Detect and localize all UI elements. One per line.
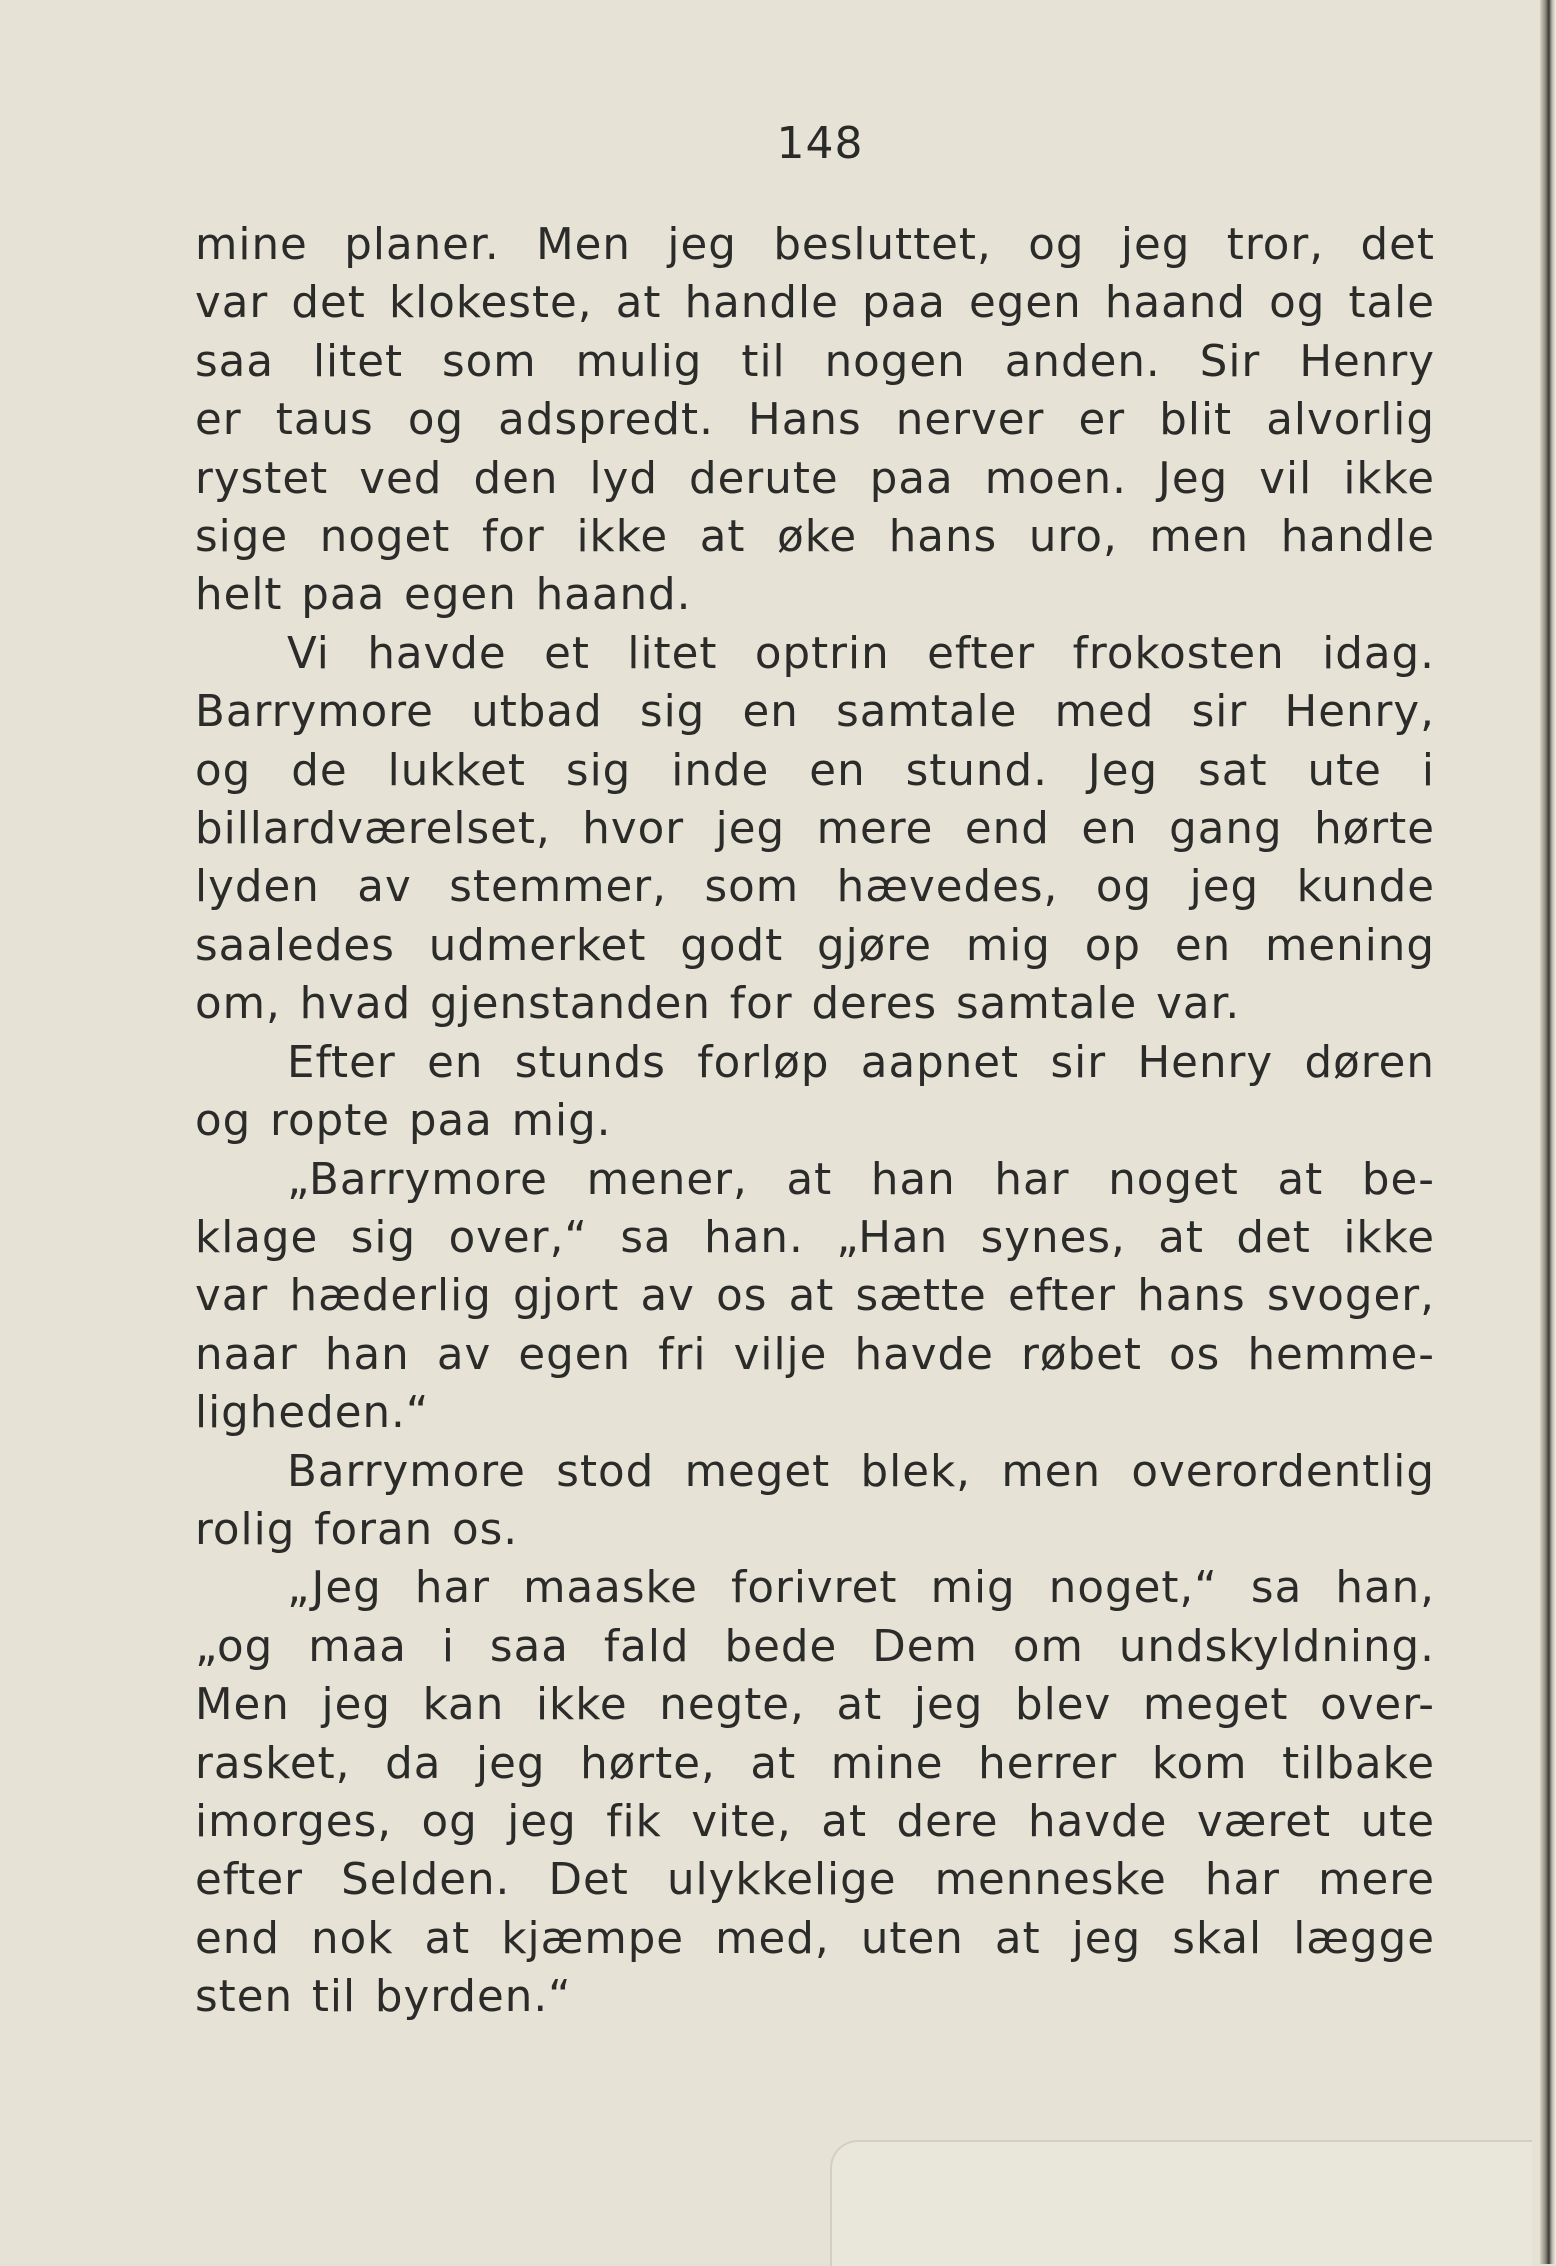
text-line: rystet ved den lyd derute paa moen. Jeg vil ikke: [195, 453, 1435, 504]
text-line: end nok at kjæmpe med, uten at jeg skal lægge: [195, 1913, 1435, 1964]
text-line: Barrymore stod meget blek, men overordentlig: [287, 1446, 1435, 1497]
text-line: saaledes udmerket godt gjøre mig op en mening: [195, 920, 1435, 971]
text-line: og de lukket sig inde en stund. Jeg sat ute i: [195, 745, 1435, 796]
text-line: mine planer. Men jeg besluttet, og jeg tror, det: [195, 220, 1435, 270]
text-line: er taus og adspredt. Hans nerver er blit alvorlig: [195, 395, 1435, 446]
text-line: lyden av stemmer, som hævedes, og jeg kunde: [195, 862, 1435, 913]
body-text: [195, 216, 1435, 2027]
text-line: var hæderlig gjort av os at sætte efter hans svoger,: [195, 1271, 1435, 1322]
text-line: Men jeg kan ikke negte, at jeg blev meget over-: [195, 1680, 1435, 1731]
page-fold-shadow: [830, 2140, 1532, 2266]
text-line: var det klokeste, at handle paa egen haand og tale: [195, 278, 1435, 329]
text-line: naar han av egen fri vilje havde røbet os hemme-: [195, 1329, 1435, 1380]
text-line: imorges, og jeg fik vite, at dere havde været ute: [195, 1796, 1435, 1847]
text-line: „Barrymore mener, at han har noget at be-: [287, 1154, 1435, 1205]
text-line: efter Selden. Det ulykkelige menneske har mere: [195, 1855, 1435, 1906]
book-edge: [1540, 0, 1556, 2264]
text-line: Efter en stunds forløp aapnet sir Henry døren: [287, 1037, 1435, 1088]
text-line: helt paa egen haand.: [195, 570, 692, 621]
text-line: billardværelset, hvor jeg mere end en gang hørte: [195, 804, 1435, 855]
text-line: klage sig over,“ sa han. „Han synes, at det ikke: [195, 1212, 1435, 1263]
text-line: „Jeg har maaske forivret mig noget,“ sa han,: [287, 1563, 1435, 1614]
text-line: rasket, da jeg hørte, at mine herrer kom tilbake: [195, 1738, 1435, 1789]
text-line: „og maa i saa fald bede Dem om undskyldning.: [195, 1621, 1435, 1672]
text-line: ligheden.“: [195, 1388, 430, 1439]
text-line: Barrymore utbad sig en samtale med sir Henry,: [195, 687, 1435, 738]
text-line: rolig foran os.: [195, 1504, 519, 1555]
text-line: og ropte paa mig.: [195, 1096, 612, 1147]
text-line: Vi havde et litet optrin efter frokosten idag.: [287, 628, 1435, 679]
text-line: saa litet som mulig til nogen anden. Sir Henry: [195, 336, 1435, 387]
text-line: sten til byrden.“: [195, 1972, 572, 2023]
text-line: om, hvad gjenstanden for deres samtale var.: [195, 979, 1241, 1030]
text-line: sige noget for ikke at øke hans uro, men handle: [195, 512, 1435, 563]
page-number: 148: [776, 118, 864, 169]
